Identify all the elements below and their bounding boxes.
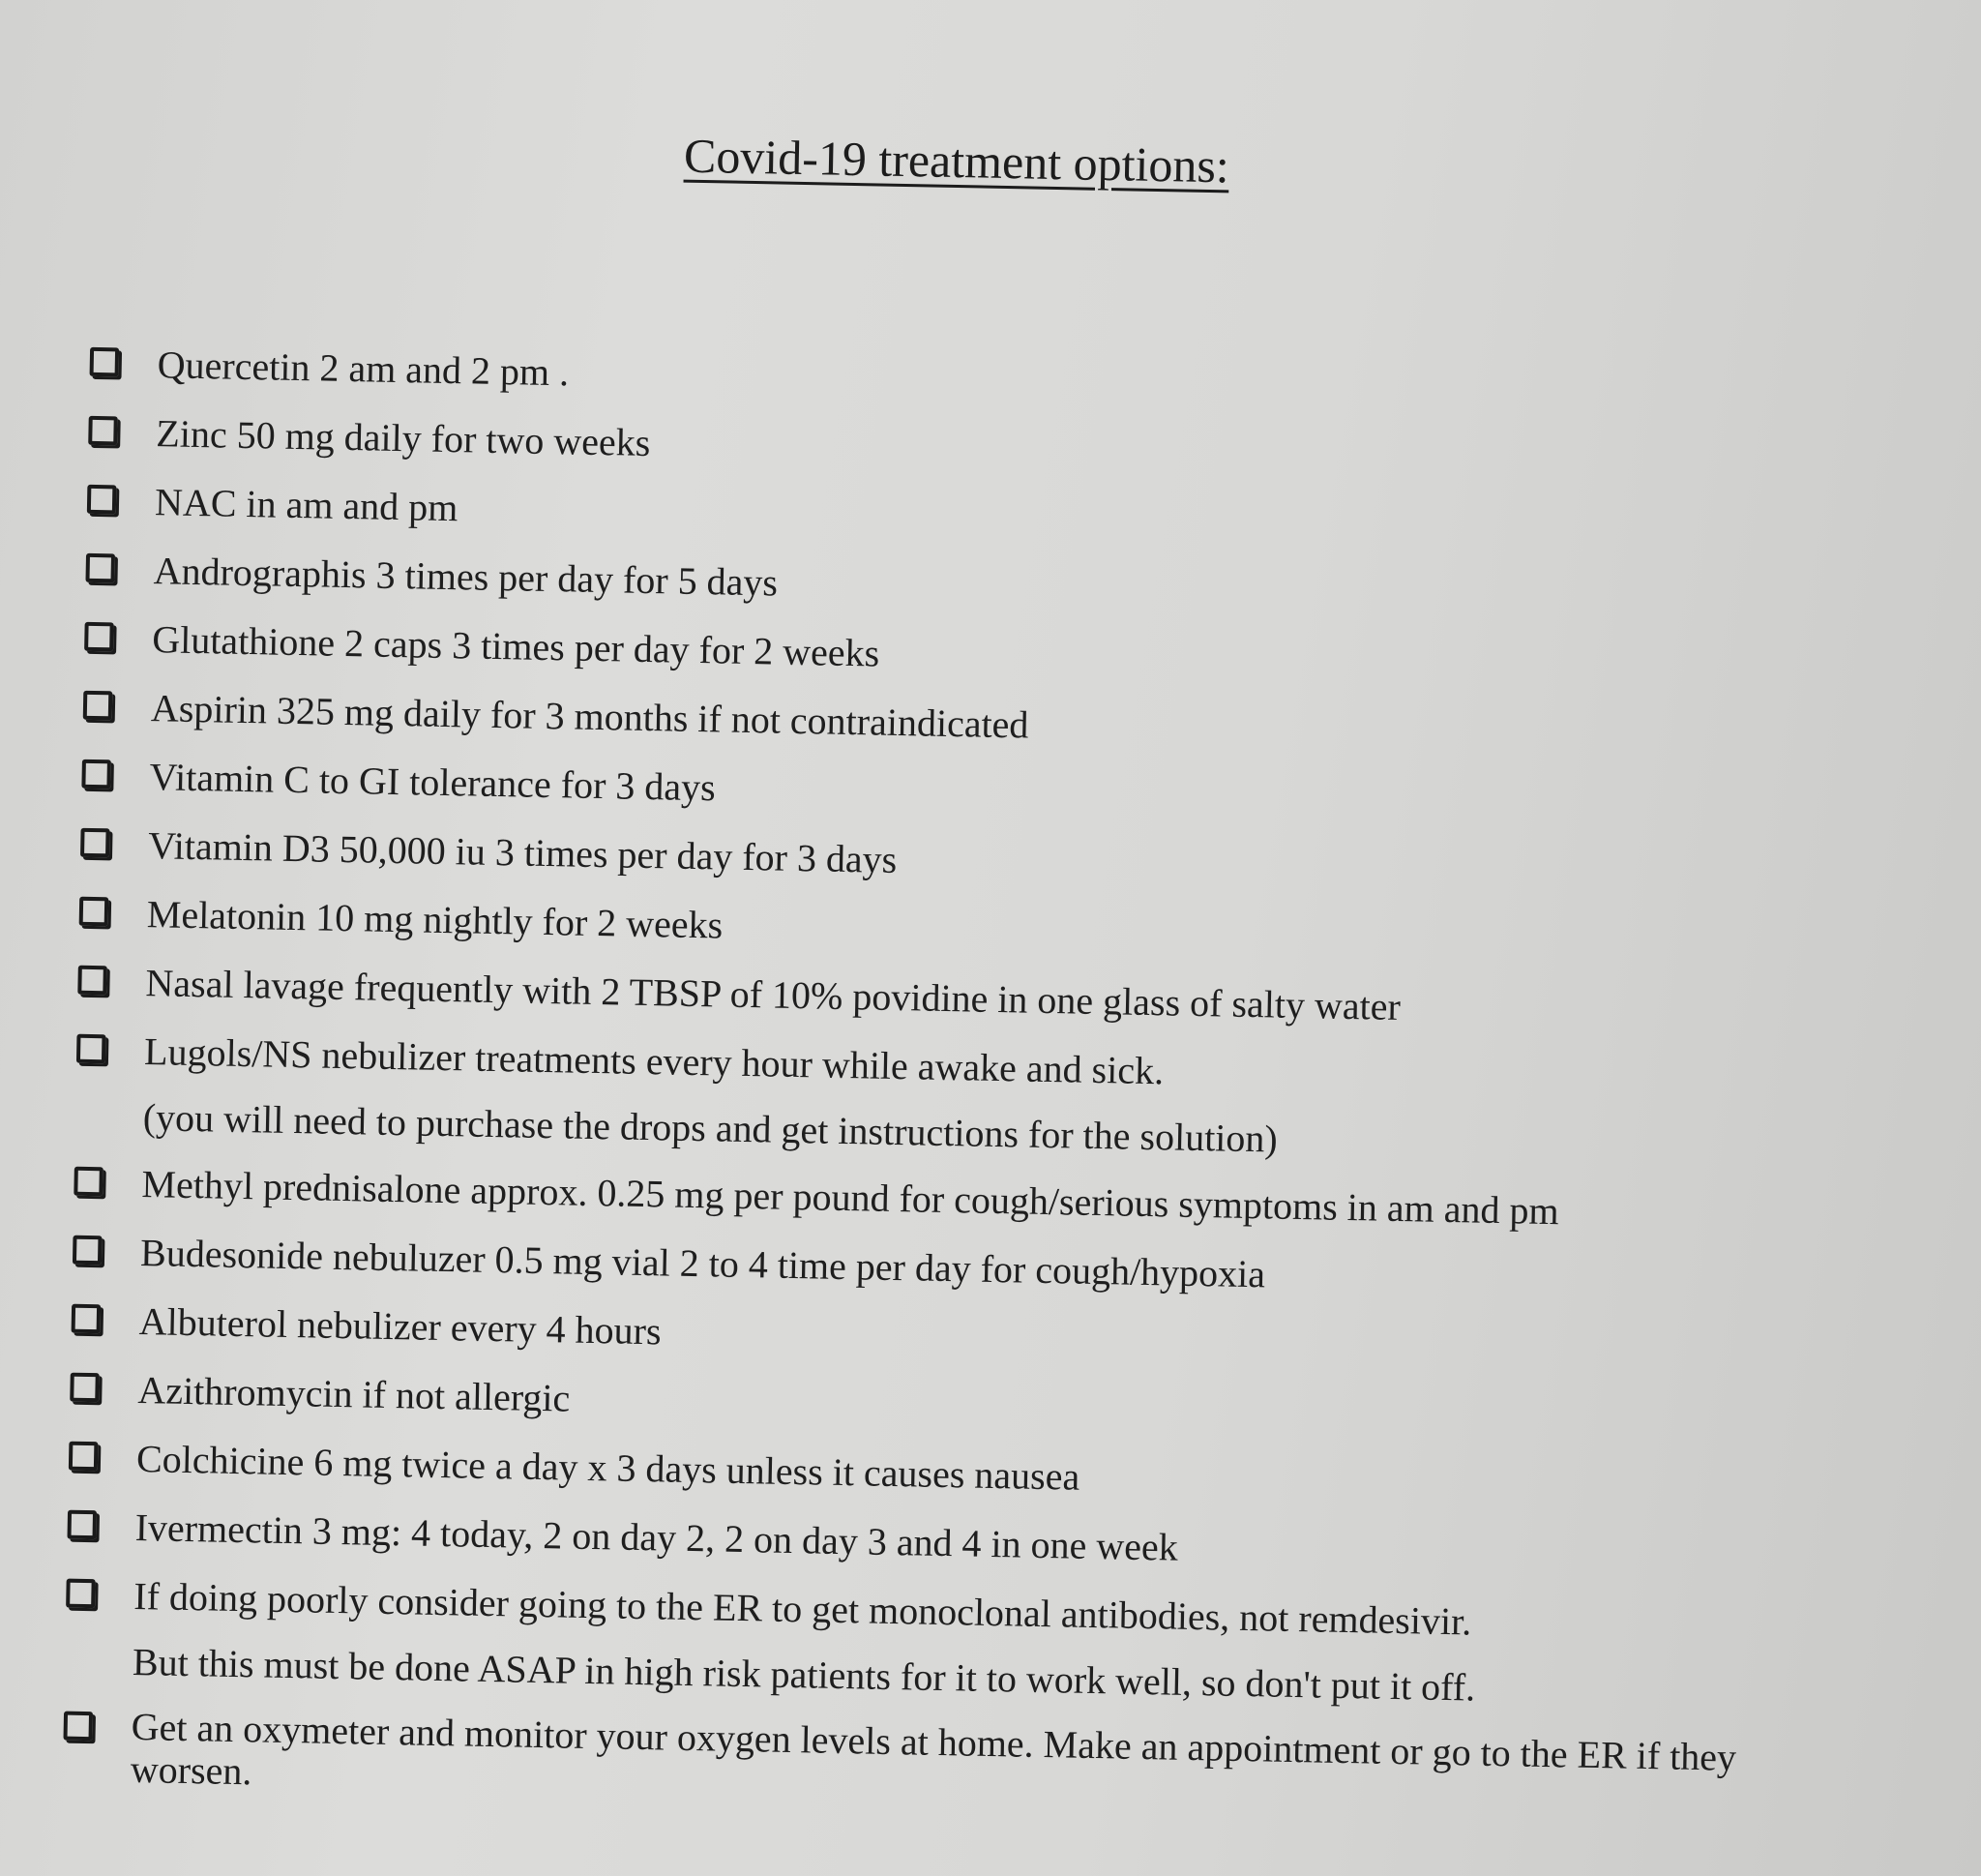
checklist-item-text: Ivermectin 3 mg: 4 today, 2 on day 2, 2 on day 3 and 4 in one week	[134, 1504, 1179, 1569]
checklist-item-text: If doing poorly consider going to the ER to get monoclonal antibodies, not remdesivir.	[133, 1573, 1472, 1644]
checklist-item-text: Azithromycin if not allergic	[137, 1368, 571, 1420]
checklist-item-text: Andrographis 3 times per day for 5 days	[153, 549, 779, 605]
checklist-item-text: Lugols/NS nebulizer treatments every hour while awake and sick.	[143, 1029, 1165, 1093]
checkbox-icon	[69, 1442, 99, 1472]
checkbox-icon	[88, 416, 118, 446]
checkbox-icon	[70, 1373, 100, 1403]
checklist-item-text: Quercetin 2 am and 2 pm .	[157, 342, 570, 395]
checkbox-icon	[81, 759, 111, 789]
checklist-item-text: Vitamin D3 50,000 iu 3 times per day for 3 days	[147, 823, 898, 881]
checkbox-icon	[83, 691, 113, 721]
checklist-item-text: Budesonide nebuluzer 0.5 mg vial 2 to 4 time per day for cough/hypoxia	[139, 1231, 1266, 1296]
checklist-item-text: Get an oxymeter and monitor your oxygen levels at home. Make an appointment or go to the ER if they worsen.	[130, 1704, 1737, 1794]
checkbox-icon	[76, 1034, 106, 1064]
checkbox-icon	[72, 1304, 102, 1334]
checklist-item-text: Methyl prednisalone approx. 0.25 mg per pound for cough/serious symptoms in am and pm	[141, 1162, 1560, 1234]
checkbox-icon	[85, 553, 115, 583]
checklist-item-text: Colchicine 6 mg twice a day x 3 days unless it causes nausea	[135, 1436, 1080, 1499]
checkbox-icon	[90, 347, 120, 377]
page-title: Covid-19 treatment options:	[683, 128, 1230, 194]
treatment-checklist	[63, 329, 1929, 1825]
checkbox-icon	[74, 1167, 103, 1197]
checkbox-icon	[79, 897, 109, 927]
checklist-item-text: Melatonin 10 mg nightly for 2 weeks	[146, 892, 724, 947]
checkbox-icon	[73, 1236, 103, 1266]
checklist-item-text: Albuterol nebulizer every 4 hours	[138, 1299, 662, 1354]
checkbox-icon	[66, 1579, 96, 1609]
checklist-item-text: Vitamin C to GI tolerance for 3 days	[149, 755, 717, 810]
checkbox-icon	[84, 622, 114, 652]
checklist-item-continuation: (you will need to purchase the drops and get instructions for the solution)	[142, 1095, 1279, 1161]
checklist-item-text: NAC in am and pm	[154, 480, 458, 530]
checklist-item-continuation: But this must be done ASAP in high risk patients for it to work well, so don't put it off.	[132, 1639, 1476, 1710]
checkbox-icon	[63, 1712, 93, 1742]
checklist-item-text: Zinc 50 mg daily for two weeks	[156, 411, 651, 464]
checkbox-icon	[87, 485, 117, 515]
checklist-item-text: Nasal lavage frequently with 2 TBSP of 10% povidine in one glass of salty water	[145, 961, 1402, 1028]
checkbox-icon	[80, 828, 110, 858]
checklist-item-text: Aspirin 325 mg daily for 3 months if not contraindicated	[150, 686, 1029, 747]
checkbox-icon	[77, 966, 107, 996]
checklist-item-text: Glutathione 2 caps 3 times per day for 2 weeks	[151, 617, 880, 675]
checkbox-icon	[67, 1510, 97, 1540]
